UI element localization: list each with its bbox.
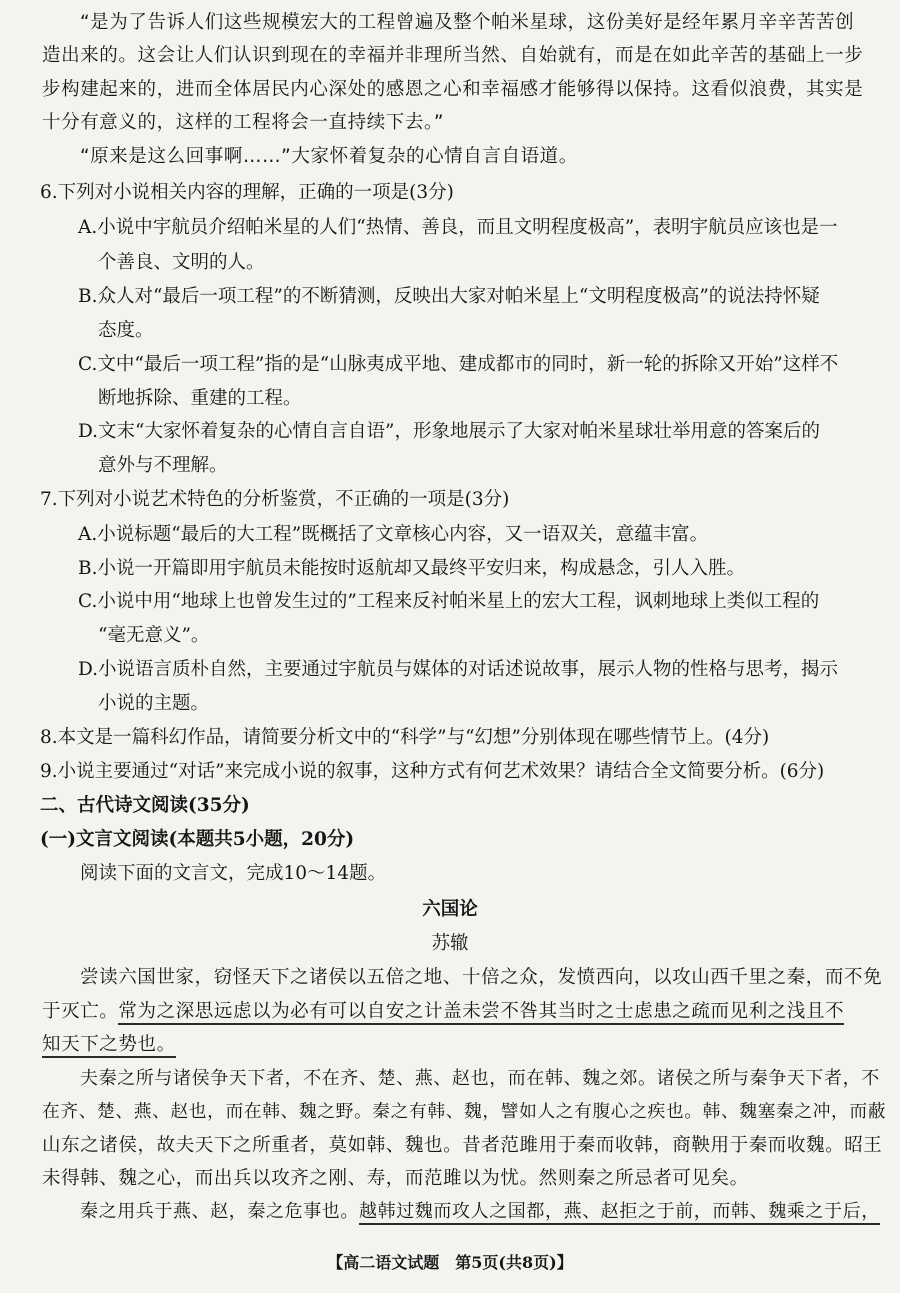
essay-text: 于灭亡。 (42, 1001, 119, 1022)
question-9: 9.小说主要通过“对话”来完成小说的叙事，这种方式有何艺术效果？请结合全文简要分析。(6分) (40, 761, 825, 782)
essay-title: 六国论 (422, 899, 478, 920)
question-7-stem: 7.下列对小说艺术特色的分析鉴赏，不正确的一项是(3分) (40, 489, 510, 510)
essay-line (80, 1199, 880, 1225)
section-heading: 二、古代诗文阅读(35分) (40, 795, 250, 816)
essay-line (42, 999, 844, 1025)
essay-line: 山东之诸侯，故夫天下之所重者，莫如韩、魏也。昔者范雎用于秦而收韩，商鞅用于秦而收魏。昭王 (42, 1135, 883, 1156)
q6-option-d: D.文末“大家怀着复杂的心情自言自语”，形象地展示了大家对帕米星球壮举用意的答案后的 (78, 421, 820, 442)
q7-option-d-cont: 小说的主题。 (98, 693, 210, 714)
q7-option-c: C.小说中用“地球上也曾发生过的”工程来反衬帕米星上的宏大工程，讽刺地球上类似工程的 (78, 591, 820, 612)
q7-option-c-cont: “毫无意义”。 (98, 625, 210, 646)
passage-line: “原来是这么回事啊……”大家怀着复杂的心情自言自语道。 (80, 146, 578, 167)
q6-option-b-cont: 态度。 (98, 320, 154, 341)
q6-option-d-cont: 意外与不理解。 (98, 455, 228, 476)
q6-option-c-cont: 断地拆除、重建的工程。 (98, 388, 302, 409)
passage-line: 十分有意义的，这样的工程将会一直持续下去。” (42, 112, 445, 133)
underlined-sentence: 常为之深思远虑以为必有可以自安之计盖未尝不咎其当时之士虑患之疏而见利之浅且不 (118, 1001, 844, 1025)
q6-option-a: A.小说中宇航员介绍帕米星的人们“热情、善良，而且文明程度极高”，表明宇航员应该也是一 (78, 217, 838, 238)
q6-option-b: B.众人对“最后一项工程”的不断猜测，反映出大家对帕米星上“文明程度极高”的说法持怀疑 (78, 286, 820, 307)
subsection-heading: (一)文言文阅读(本题共5小题，20分) (40, 829, 355, 850)
page-footer: 【高二语文试题 第5页(共8页)】 (327, 1253, 573, 1272)
q6-option-c: C.文中“最后一项工程”指的是“山脉夷成平地、建成都市的同时，新一轮的拆除又开始”这样不 (78, 354, 839, 375)
essay-line (42, 1032, 176, 1058)
passage-line: 造出来的。这会让人们认识到现在的幸福并非理所当然、自始就有，而是在如此辛苦的基础上一步 (42, 45, 864, 66)
passage-line: “是为了告诉人们这些规模宏大的工程曾遍及整个帕米星球，这份美好是经年累月辛辛苦苦创 (80, 12, 855, 33)
question-6-stem: 6.下列对小说相关内容的理解，正确的一项是(3分) (40, 182, 454, 203)
q6-option-a-cont: 个善良、文明的人。 (98, 252, 265, 273)
question-8: 8.本文是一篇科幻作品，请简要分析文中的“科学”与“幻想”分别体现在哪些情节上。(4分) (40, 727, 770, 748)
q7-option-b: B.小说一开篇即用宇航员未能按时返航却又最终平安归来，构成悬念，引人入胜。 (78, 558, 745, 579)
essay-line: 夫秦之所与诸侯争天下者，不在齐、楚、燕、赵也，而在韩、魏之郊。诸侯之所与秦争天下者，不 (80, 1068, 880, 1089)
essay-line: 未得韩、魏之心，而出兵以攻齐之刚、寿，而范雎以为忧。然则秦之所忌者可见矣。 (42, 1168, 749, 1189)
essay-line: 尝读六国世家，窃怪天下之诸侯以五倍之地、十倍之众，发愤西向，以攻山西千里之秦，而不免 (80, 967, 883, 988)
underlined-sentence: 知天下之势也。 (42, 1034, 176, 1058)
essay-author: 苏辙 (431, 933, 469, 954)
q7-option-d: D.小说语言质朴自然，主要通过宇航员与媒体的对话述说故事，展示人物的性格与思考，揭示 (78, 659, 839, 680)
passage-line: 步构建起来的，进而全体居民内心深处的感恩之心和幸福感才能够得以保持。这看似浪费，其实是 (42, 79, 864, 100)
reading-instruction: 阅读下面的文言文，完成10～14题。 (80, 863, 387, 884)
essay-text: 秦之用兵于燕、赵，秦之危事也。 (80, 1201, 359, 1222)
q7-option-a: A.小说标题“最后的大工程”既概括了文章核心内容，又一语双关，意蕴丰富。 (78, 524, 709, 545)
essay-line: 在齐、楚、燕、赵也，而在韩、魏之野。秦之有韩、魏，譬如人之有腹心之疾也。韩、魏塞秦之冲，而蔽 (42, 1102, 887, 1122)
underlined-sentence: 越韩过魏而攻人之国都，燕、赵拒之于前，而韩、魏乘之于后， (359, 1201, 880, 1225)
